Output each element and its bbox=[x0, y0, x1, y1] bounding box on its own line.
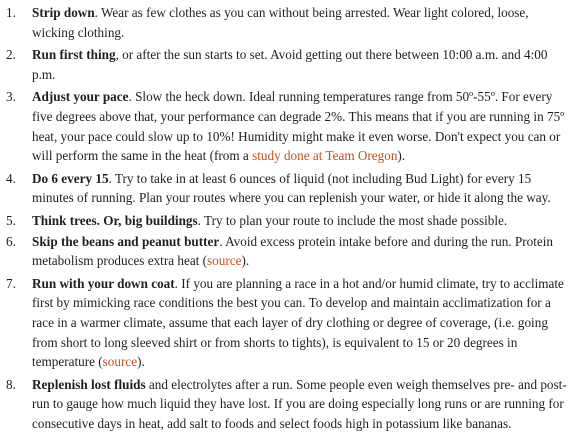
tip-title: Do 6 every 15 bbox=[32, 170, 109, 186]
list-number: 3. bbox=[6, 89, 16, 105]
tip-title: Run first thing bbox=[32, 47, 116, 63]
list-number: 6. bbox=[6, 233, 16, 249]
tips-list bbox=[0, 3, 572, 433]
source-link[interactable]: source bbox=[207, 253, 242, 269]
list-item bbox=[0, 87, 572, 165]
tip-title: Replenish lost fluids bbox=[32, 376, 146, 392]
tip-text: , or after the sun starts to set. Avoid getting out there between 10:00 a.m. and 4:00 p.m. bbox=[32, 47, 548, 82]
source-link[interactable]: source bbox=[102, 354, 138, 370]
list-number: 4. bbox=[6, 170, 16, 186]
list-item bbox=[0, 211, 572, 231]
tip-text: . Try to plan your route to include the most shade possible. bbox=[197, 212, 508, 228]
list-number: 1. bbox=[6, 5, 16, 20]
list-item bbox=[0, 45, 572, 84]
tip-text: . Try to take in at least 6 ounces of liquid (not including Bud Light) for every 15 minutes of running. Plan your routes where you can replenish your water, or hide it along the way. bbox=[32, 170, 551, 206]
tip-title: Skip the beans and peanut butter bbox=[32, 233, 220, 249]
tip-text: . If you are planning a race in a hot and/or humid climate, try to acclimate first by mimicking race conditions the best you can. To develop and maintain acclimatization for a race in a warmer climate, assume that each layer of dry clothing or degree of coverage, (i.e. going from short to long sleeved shirt or from shorts to tights), is equivalent to 15 or 20 degrees in temperature ( bbox=[32, 275, 564, 370]
tip-title: Strip down bbox=[32, 5, 95, 20]
tip-text: and electrolytes after a run. Some people even weigh themselves pre- and post-run to gauge how much liquid they have lost. If you are doing especially long runs or are running for consecutive days in heat, add salt to foods and select foods high in potassium like bananas. bbox=[32, 376, 567, 431]
list-number: 5. bbox=[6, 212, 16, 228]
team-oregon-link[interactable]: study done at Team Oregon bbox=[252, 148, 398, 164]
tip-title: Run with your down coat bbox=[32, 275, 175, 291]
tip-title: Adjust your pace bbox=[32, 89, 129, 105]
list-item bbox=[0, 375, 572, 433]
tip-text-end: ). bbox=[241, 253, 250, 269]
tip-text-end: ). bbox=[137, 354, 145, 370]
list-item bbox=[0, 232, 572, 271]
tip-text: . Slow the heck down. Ideal running temperatures range from 50º-55º. For every five degrees above that, your performance can degrade 2%. This means that if you are running in 75º heat, your pace could slow up to 10%! Humidity might make it even worse. Don't expect you can or will perform the same in the heat (from a bbox=[32, 89, 565, 164]
tip-text: . Avoid excess protein intake before and during the run. Protein metabolism produces extra heat ( bbox=[32, 233, 553, 269]
list-item bbox=[0, 274, 572, 372]
list-number: 8. bbox=[6, 376, 16, 392]
list-number: 2. bbox=[6, 47, 16, 63]
tip-text: . Wear as few clothes as you can without being arrested. Wear light colored, loose, wicking clothing. bbox=[32, 5, 529, 40]
list-item bbox=[0, 169, 572, 208]
list-number: 7. bbox=[6, 275, 16, 291]
list-item bbox=[0, 3, 572, 42]
tip-text-end: ). bbox=[397, 148, 406, 164]
tip-title: Think trees. Or, big buildings bbox=[32, 212, 198, 228]
